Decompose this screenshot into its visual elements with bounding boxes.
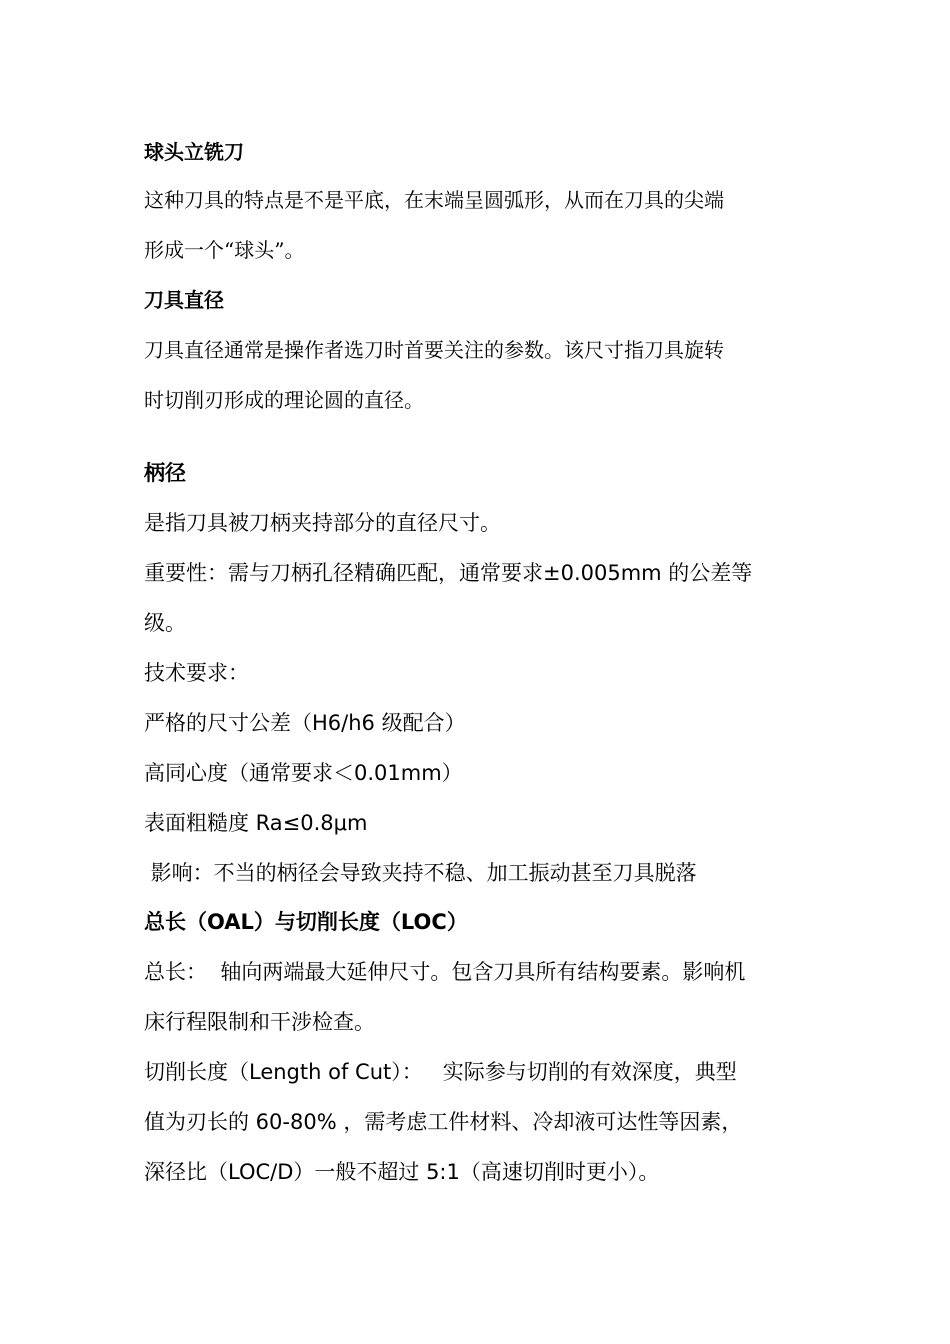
heading-shank-diameter: 柄径 [144,461,186,485]
heading-ball-end-mill: 球头立铣刀 [144,140,244,164]
paragraph-line: 深径比（LOC/D）一般不超过 5:1（高速切削时更小）。 [144,1160,660,1184]
paragraph-line: 床行程限制和干涉检查。 [144,1010,375,1034]
paragraph-line: 技术要求： [144,661,249,685]
heading-tool-diameter: 刀具直径 [144,288,224,312]
paragraph-line: 值为刃长的 60-80% ，需考虑工件材料、冷却液可达性等因素， [144,1110,743,1134]
paragraph-line: 总长： 轴向两端最大延伸尺寸。包含刀具所有结构要素。影响机 [144,960,746,984]
heading-oal-loc: 总长（OAL）与切削长度（LOC） [144,910,468,934]
paragraph-line: 是指刀具被刀柄夹持部分的直径尺寸。 [144,511,501,535]
paragraph-line: 这种刀具的特点是不是平底，在末端呈圆弧形，从而在刀具的尖端 [144,188,724,212]
list-item: 严格的尺寸公差（H6/h6 级配合） [144,711,466,735]
list-item: 表面粗糙度 Ra≤0.8μm [144,811,368,835]
list-item: 高同心度（通常要求＜0.01mm） [144,761,463,785]
paragraph-line: 级。 [144,611,186,635]
paragraph-line: 刀具直径通常是操作者选刀时首要关注的参数。该尺寸指刀具旋转 [144,338,724,362]
paragraph-line: 切削长度（Length of Cut）： 实际参与切削的有效深度，典型 [144,1060,737,1084]
paragraph-line: 影响：不当的柄径会导致夹持不稳、加工振动甚至刀具脱落 [144,861,697,885]
paragraph-line: 形成一个“球头”。 [144,238,305,262]
paragraph-line: 时切削刃形成的理论圆的直径。 [144,388,424,412]
paragraph-line: 重要性：需与刀柄孔径精确匹配，通常要求±0.005mm 的公差等 [144,561,753,585]
